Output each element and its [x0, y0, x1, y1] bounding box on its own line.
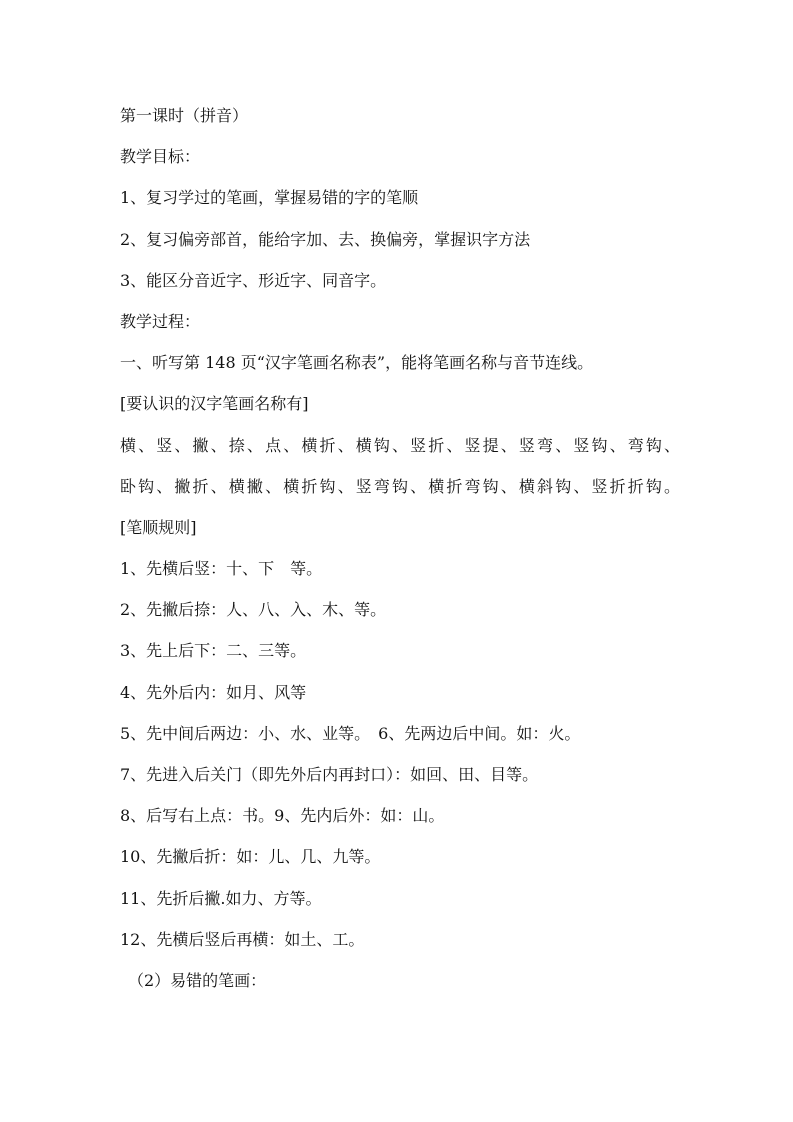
stroke-names-line-1: 横、竖、撇、捺、点、横折、横钩、竖折、竖提、竖弯、竖钩、弯钩、	[120, 435, 680, 455]
stroke-order-rules-heading: [笔顺规则]	[120, 517, 197, 537]
document-body	[120, 103, 680, 1009]
process-step-1: 一、听写第 148 页“汉字笔画名称表”，能将笔画名称与音节连线。	[120, 353, 594, 373]
stroke-names-heading: [要认识的汉字笔画名称有]	[120, 394, 309, 414]
stroke-names-line-2: 卧钩、撇折、横撇、横折钩、竖弯钩、横折弯钩、横斜钩、竖折折钩。	[120, 476, 680, 496]
goal-item-2: 2、复习偏旁部首，能给字加、去、换偏旁，掌握识字方法	[120, 229, 531, 249]
rule-item-7: 7、先进入后关门（即先外后内再封口）：如回、田、目等。	[120, 765, 539, 784]
rule-item-8-9: 8、后写右上点：书。9、先内后外：如：山。	[120, 806, 445, 826]
rule-item-11: 11、先折后撇.如力、方等。	[120, 888, 322, 908]
goal-item-1: 1、复习学过的笔画，掌握易错的字的笔顺	[120, 188, 419, 208]
rule-item-4: 4、先外后内：如月、风等	[120, 682, 307, 702]
section-heading-goals: 教学目标：	[120, 147, 201, 167]
section-heading-process: 教学过程：	[120, 311, 201, 331]
rule-item-3: 3、先上后下：二、三等。	[120, 641, 307, 661]
rule-item-10: 10、先撇后折：如：儿、几、九等。	[120, 847, 381, 867]
goal-item-3: 3、能区分音近字、形近字、同音字。	[120, 270, 387, 290]
rule-item-2: 2、先撇后捺：人、八、入、木、等。	[120, 600, 387, 620]
rule-item-5-6: 5、先中间后两边：小、水、业等。 6、先两边后中间。如：火。	[120, 723, 581, 743]
rule-item-1: 1、先横后竖：十、下 等。	[120, 559, 323, 579]
rule-item-12: 12、先横后竖后再横：如土、工。	[120, 929, 365, 949]
lesson-title: 第一课时（拼音）	[120, 106, 249, 125]
error-prone-strokes-heading: （2）易错的笔画：	[128, 970, 267, 990]
